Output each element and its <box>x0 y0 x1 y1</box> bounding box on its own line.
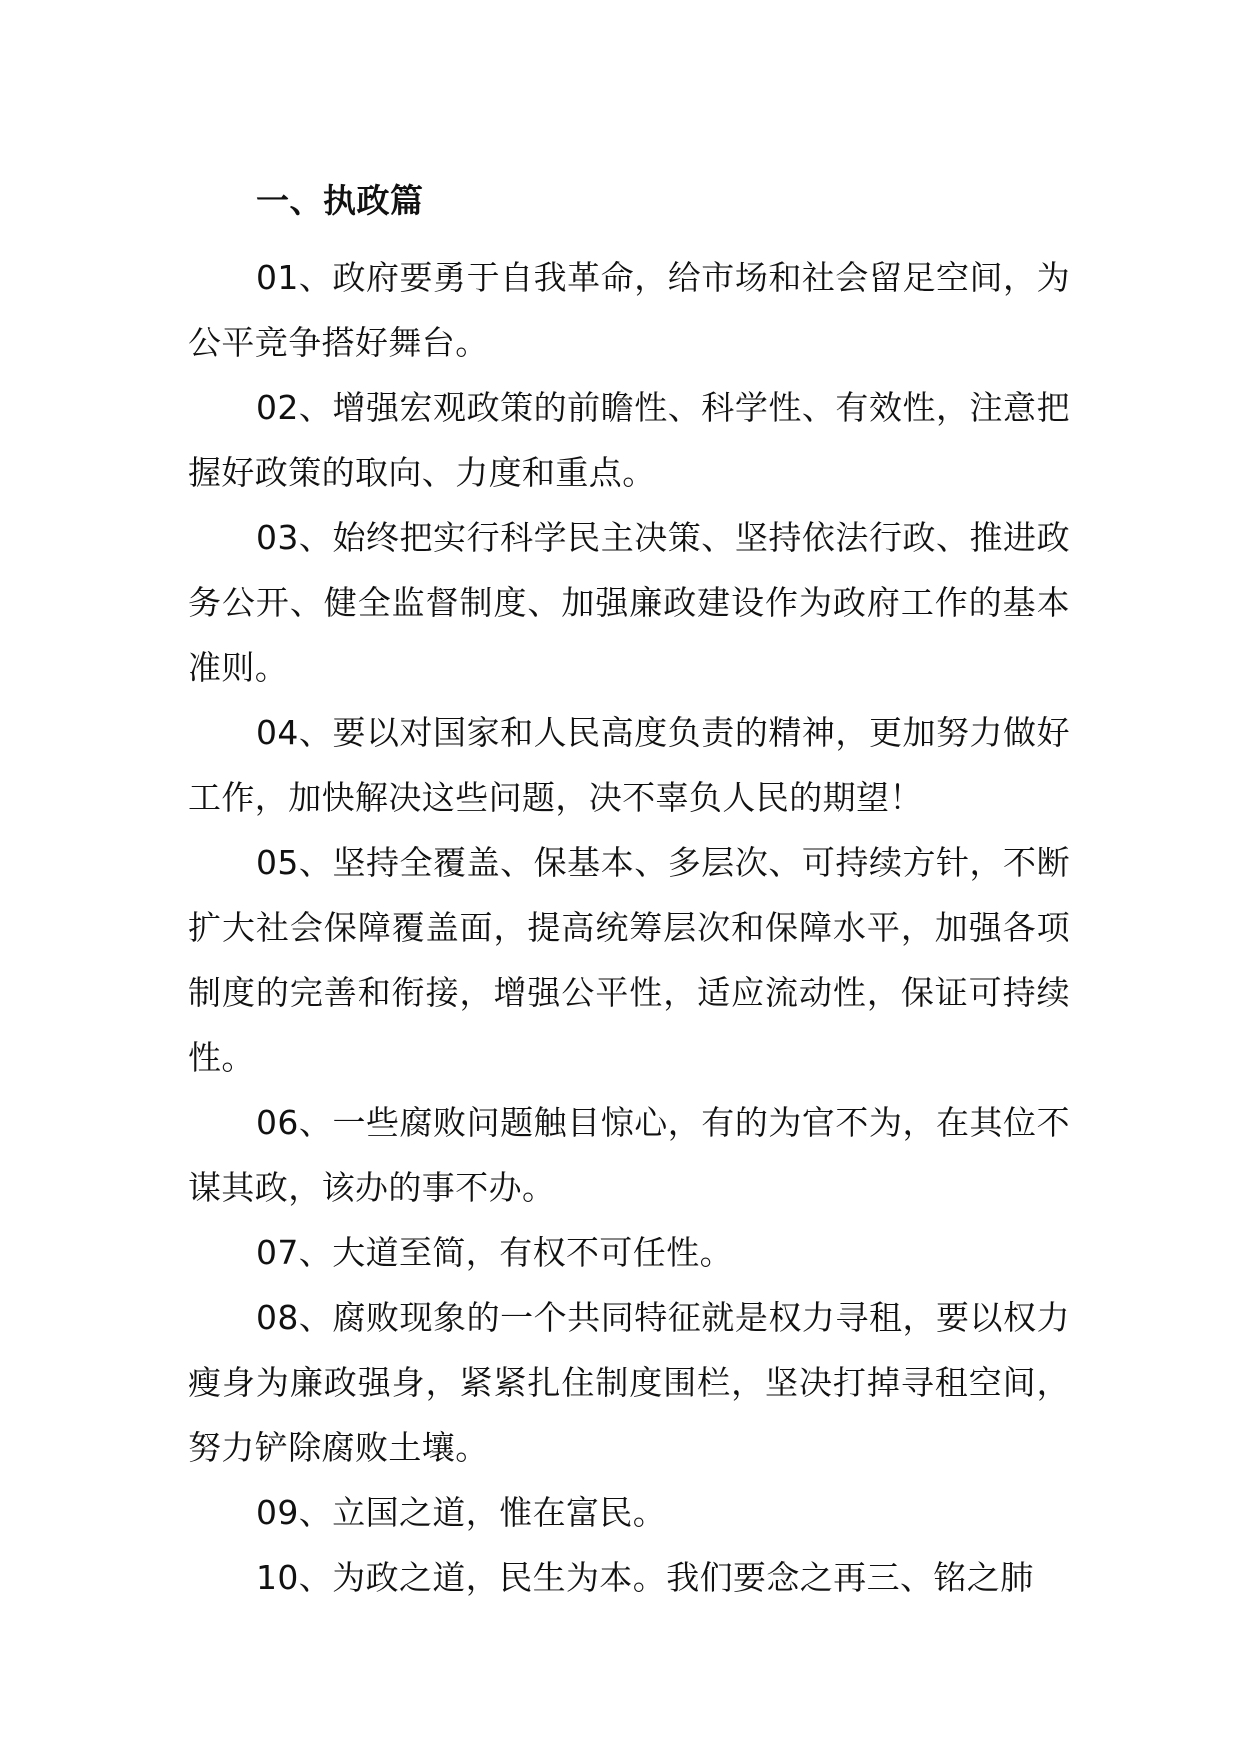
paragraph-01: 01、政府要勇于自我革命，给市场和社会留足空间，为公平竞争搭好舞台。 <box>188 258 1070 362</box>
section-heading: 一、执政篇 <box>256 181 424 220</box>
paragraph-05: 05、坚持全覆盖、保基本、多层次、可持续方针，不断扩大社会保障覆盖面，提高统筹层次和保障水平，加强各项制度的完善和衔接，增强公平性，适应流动性，保证可持续性。 <box>188 843 1070 1077</box>
paragraph-04: 04、要以对国家和人民高度负责的精神，更加努力做好工作，加快解决这些问题，决不辜负人民的期望！ <box>188 713 1070 817</box>
document-body <box>188 168 1070 1610</box>
paragraph-09: 09、立国之道，惟在富民。 <box>256 1493 667 1532</box>
paragraph-10: 10、为政之道，民生为本。我们要念之再三、铭之肺 <box>256 1558 1034 1597</box>
paragraph-03: 03、始终把实行科学民主决策、坚持依法行政、推进政务公开、健全监督制度、加强廉政建设作为政府工作的基本准则。 <box>188 518 1070 687</box>
paragraph-07: 07、大道至简，有权不可任性。 <box>256 1233 733 1272</box>
paragraph-08: 08、腐败现象的一个共同特征就是权力寻租，要以权力瘦身为廉政强身，紧紧扎住制度围栏，坚决打掉寻租空间，努力铲除腐败土壤。 <box>188 1298 1070 1467</box>
paragraph-02: 02、增强宏观政策的前瞻性、科学性、有效性，注意把握好政策的取向、力度和重点。 <box>188 388 1070 492</box>
paragraph-06: 06、一些腐败问题触目惊心，有的为官不为，在其位不谋其政，该办的事不办。 <box>188 1103 1070 1207</box>
